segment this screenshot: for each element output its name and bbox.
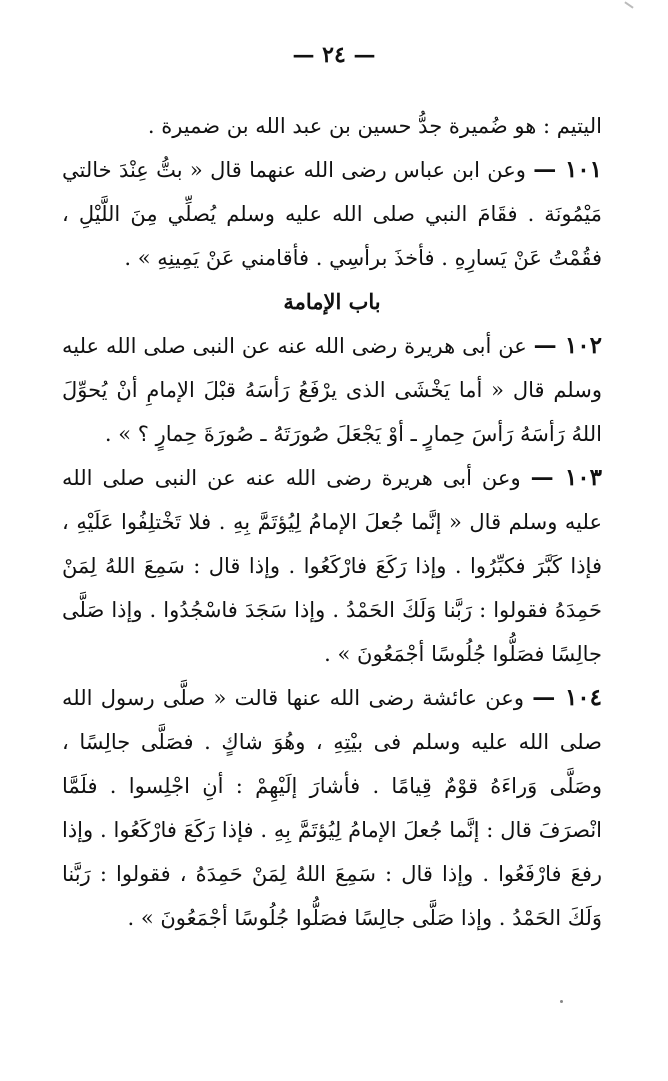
hadith-text: وعن ابن عباس رضى الله عنهما قال « بتُّ عِنْدَ خالتي مَيْمُونَة . فقَامَ النبي صلى الله عليه وسلم يُصلِّي مِنَ اللَّيْلِ ، فقُمْتُ عَنْ يَسارِهِ . فأخذَ برأسِي . فأقامني عَنْ يَمِينِهِ » . <box>62 158 602 270</box>
hadith-101 <box>62 148 602 280</box>
hadith-text: وعن عائشة رضى الله عنها قالت « صلَّى رسول الله صلى الله عليه وسلم فى بيْتِهِ ، وهُوَ شاكٍ . فصَلَّى جالِسًا ، وصَلَّى وَراءَهُ قوْمٌ قِيامًا . فأشارَ إلَيْهِمْ : أنِ اجْلِسوا . فلَمَّا انْصرَفَ قال : إنَّما جُعلَ الإمامُ لِيُؤتَمَّ بِهِ . فإذا رَكَعَ فارْكَعُوا . وإذا رفعَ فارْفَعُوا . وإذا قال : سَمِعَ اللهُ لِمَنْ حَمِدَهُ ، فقولوا : رَبَّنا وَلَكَ الحَمْدُ . وإذا صَلَّى جالِسًا فصَلُّوا جُلُوسًا أجْمَعُونَ » . <box>62 686 602 930</box>
hadith-number: ١٠١ — <box>533 156 602 183</box>
page-number: — ٢٤ — <box>292 42 376 68</box>
hadith-103 <box>62 456 602 676</box>
hadith-number: ١٠٤ — <box>532 684 602 711</box>
hadith-text: وعن أبى هريرة رضى الله عنه عن النبى صلى الله عليه وسلم قال « إنَّما جُعلَ الإمامُ لِيُؤتَمَّ بِهِ . فلا تَخْتلِفُوا عَلَيْهِ ، فإذا كَبَّرَ فكبِّرُوا . وإذا رَكَعَ فارْكَعُوا . وإذا قال : سَمِعَ اللهُ لِمَنْ حَمِدَهُ فقولوا : رَبَّنا وَلَكَ الحَمْدُ . وإذا سَجَدَ فاسْجُدُوا . وإذا صَلَّى جالِسًا فصَلُّوا جُلُوسًا أجْمَعُونَ » . <box>62 466 602 666</box>
chapter-title: باب الإمامة <box>283 289 381 314</box>
page-body <box>62 104 602 940</box>
hadith-number: ١٠٣ — <box>530 464 602 491</box>
hadith-104 <box>62 676 602 940</box>
scan-speck <box>560 1000 563 1003</box>
hadith-102 <box>62 324 602 456</box>
hadith-number: ١٠٢ — <box>533 332 602 359</box>
hadith-text: عن أبى هريرة رضى الله عنه عن النبى صلى الله عليه وسلم قال « أما يَخْشَى الذى يرْفَعُ رَأسَهُ قبْلَ الإمامِ أنْ يُحوِّلَ اللهُ رَأسَهُ رَأسَ حِمارٍ ـ أوْ يَجْعَلَ صُورَتَهُ ـ صُورَةَ حِمارٍ ؟ » . <box>62 334 602 446</box>
intro-paragraph: اليتيم : هو ضُميرة جدُّ حسين بن عبد الله بن ضميرة . <box>147 114 602 138</box>
scan-mark <box>624 1 633 8</box>
